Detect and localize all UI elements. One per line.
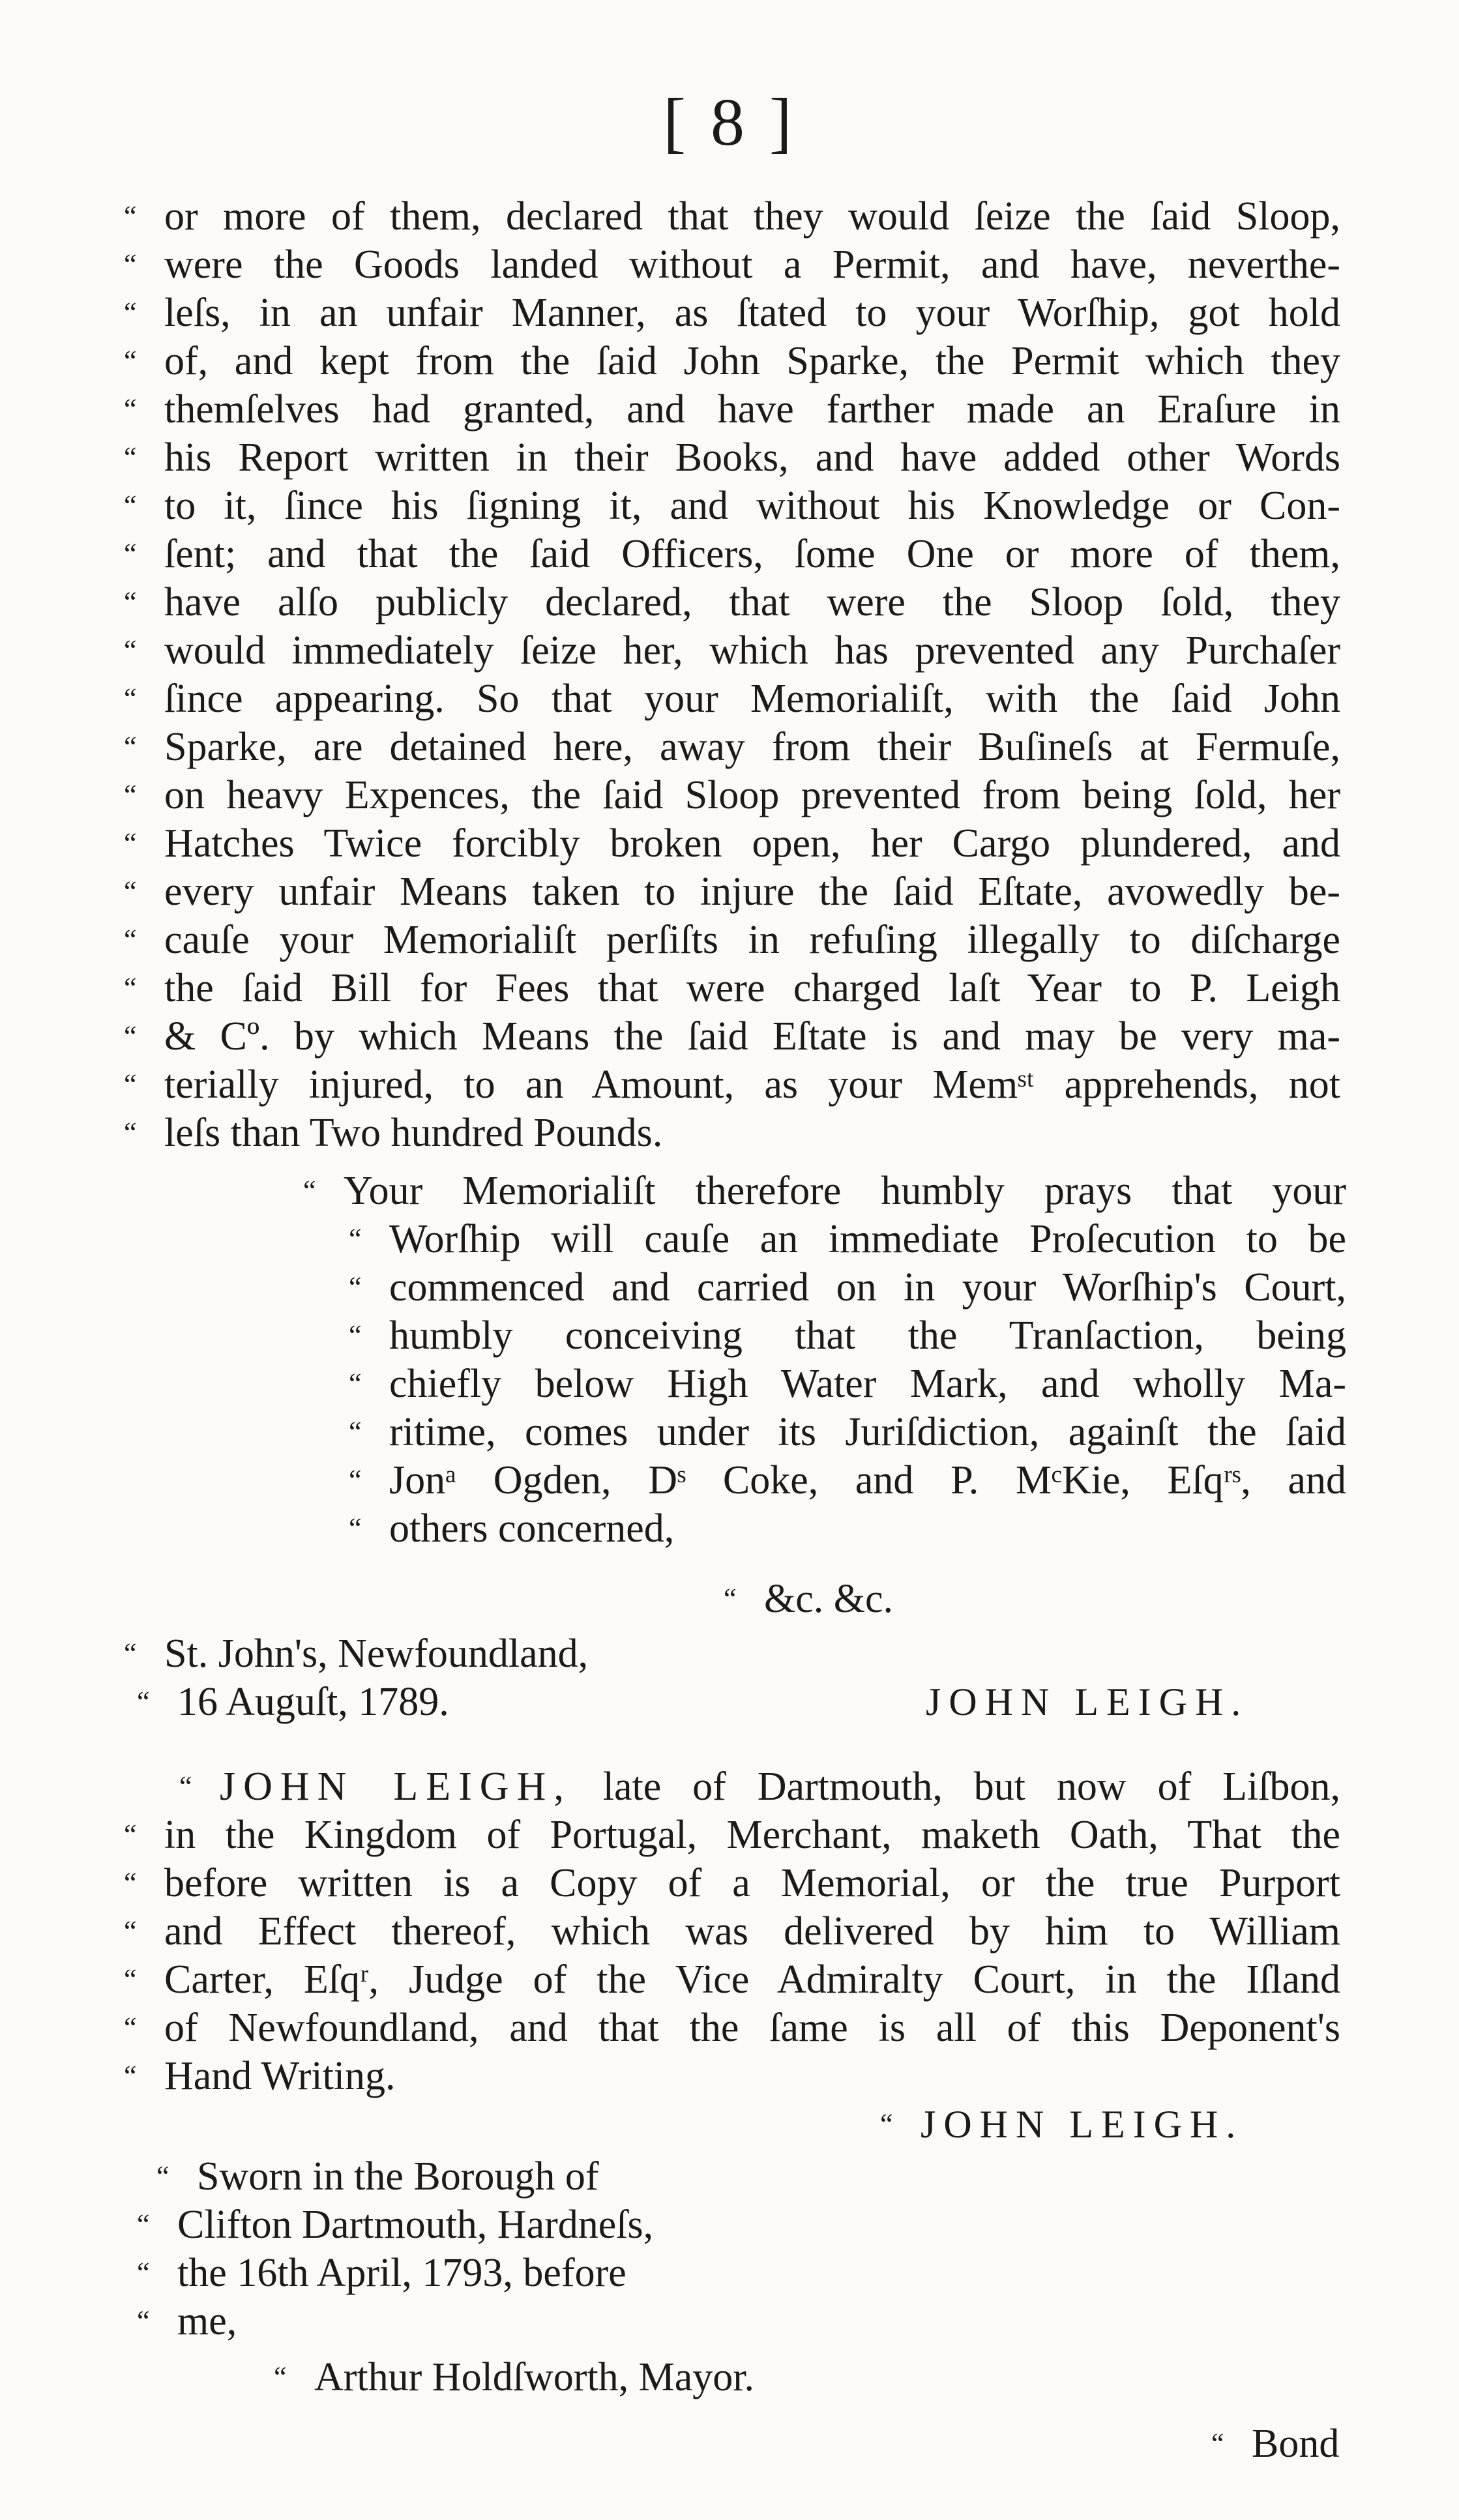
quote-mark: “ [137,2305,150,2337]
text-line: “ cauſe your Memorialiſt perſiſts in refuſing illegally to diſcharge [124,916,1340,964]
text-line: “ humbly conceiving that the Tranſaction, being [349,1311,1346,1360]
text-line: “ were the Goods landed without a Permit, and have, neverthe- [124,241,1340,289]
quote-mark: “ [124,393,137,425]
text-line: “ ſent; and that the ſaid Officers, ſome One or more of them, [124,530,1340,578]
quote-mark: “ [156,2160,169,2192]
quote-mark: “ [349,1368,362,1399]
quote-mark: “ [124,1637,137,1669]
deponent-name: JOHN LEIGH, [220,1765,572,1809]
text-line: “ Carter, Eſqʳ, Judge of the Vice Admiralty Court, in the Iſland [124,1956,1340,2004]
text-line: “ terially injured, to an Amount, as your Memˢᵗ apprehends, not [124,1061,1340,1109]
quote-mark: “ [124,345,137,377]
quote-mark: “ [124,1867,137,1899]
quote-mark: “ [137,1686,150,1718]
text-line: “ of Newfoundland, and that the ſame is all of this Deponent's [124,2004,1340,2052]
text-line: “ chiefly below High Water Mark, and wholly Ma- [349,1360,1346,1408]
quote-mark: “ [274,2361,287,2393]
catchword: “ Bond [1211,2420,1339,2468]
etc-line: “ &c. &c. [724,1575,893,1623]
text-line: “ his Report written in their Books, and have added other Words [124,433,1340,482]
text-line: “ leſs than Two hundred Pounds. [124,1109,662,1157]
quote-mark: “ [724,1583,737,1615]
text-line: “ & Cº. by which Means the ſaid Eſtate is and may be very ma- [124,1012,1340,1061]
text-line: “ ſince appearing. So that your Memorialiſt, with the ſaid John [124,675,1340,723]
quote-mark: “ [124,1117,137,1149]
quote-mark: “ [349,1416,362,1448]
text-line: “ the ſaid Bill for Fees that were charged laſt Year to P. Leigh [124,964,1340,1012]
quote-mark: “ [349,1223,362,1255]
text-line: “ before written is a Copy of a Memorial, or the true Purport [124,1859,1340,1907]
quote-mark: “ [124,875,137,907]
text-line: “ in the Kingdom of Portugal, Merchant, maketh Oath, That the [124,1811,1340,1859]
quote-mark: “ [124,779,137,811]
text-line: “ have alſo publicly declared, that were the Sloop ſold, they [124,578,1340,626]
text-line: “ JOHN LEIGH, late of Dartmouth, but now of Liſbon, [179,1763,1340,1811]
text-line: “ to it, ſince his ſigning it, and without his Knowledge or Con- [124,482,1340,530]
text-line: “ commenced and carried on in your Worſhip's Court, [349,1263,1346,1311]
text-line: “ Hatches Twice forcibly broken open, her Cargo plundered, and [124,819,1340,868]
quote-mark: “ [137,2257,150,2289]
quote-mark: “ [124,586,137,618]
signature: JOHN LEIGH. [926,1680,1249,1723]
text-line: “ leſs, in an unfair Manner, as ſtated to your Worſhip, got hold [124,289,1340,337]
text-line: “ Sparke, are detained here, away from their Buſineſs at Fermuſe, [124,723,1340,771]
text-line: “ ritime, comes under its Juriſdiction, againſt the ſaid [349,1408,1346,1456]
place-line: “ St. John's, Newfoundland, [124,1630,588,1678]
text-line: “ me, [137,2297,237,2345]
quote-mark: “ [124,1963,137,1995]
quote-mark: “ [124,441,137,473]
text-line: “ on heavy Expences, the ſaid Sloop prevented from being ſold, her [124,771,1340,819]
text-line: “ the 16th April, 1793, before [137,2249,626,2297]
quote-mark: “ [124,538,137,570]
quote-mark: “ [880,2108,901,2140]
quote-mark: “ [124,2060,137,2092]
text-line: “ would immediately ſeize her, which has prevented any Purchaſer [124,626,1340,675]
quote-mark: “ [124,682,137,714]
text-line: “ Jonᵃ Ogden, Dˢ Coke, and P. MᶜKie, Eſqʳˢ, and [349,1456,1346,1504]
quote-mark: “ [124,1819,137,1851]
text-line: “ Sworn in the Borough of [156,2152,599,2201]
text-line: “ others concerned, [349,1504,674,1553]
quote-mark: “ [124,924,137,956]
quote-mark: “ [124,1068,137,1100]
quote-mark: “ [124,248,137,280]
quote-mark: “ [124,1915,137,1947]
signature: “ JOHN LEIGH. [880,2100,1243,2148]
quote-mark: “ [124,827,137,859]
quote-mark: “ [124,1020,137,1052]
quote-mark: “ [349,1512,362,1544]
text-line: “ of, and kept from the ſaid John Sparke, the Permit which they [124,337,1340,385]
text-line: “ themſelves had granted, and have farther made an Eraſure in [124,385,1340,433]
text-line: “ every unfair Means taken to injure the ſaid Eſtate, avowedly be- [124,868,1340,916]
quote-mark: “ [124,2012,137,2044]
quote-mark: “ [349,1319,362,1351]
date-line: “ 16 Auguſt, 1789. [137,1678,449,1726]
quote-mark: “ [124,200,137,232]
quote-mark: “ [349,1271,362,1303]
text-line: “ Clifton Dartmouth, Hardneſs, [137,2201,653,2249]
quote-mark: “ [124,634,137,666]
quote-mark: “ [349,1464,362,1496]
text-line: “ Worſhip will cauſe an immediate Proſecution to be [349,1215,1346,1263]
quote-mark: “ [179,1770,192,1802]
quote-mark: “ [124,731,137,763]
quote-mark: “ [124,972,137,1004]
text-line: “ and Effect thereof, which was delivered by him to William [124,1907,1340,1956]
text-line: “ or more of them, declared that they would ſeize the ſaid Sloop, [124,192,1340,241]
mayor-line: “ Arthur Holdſworth, Mayor. [274,2353,754,2401]
quote-mark: “ [124,490,137,521]
quote-mark: “ [303,1175,316,1207]
quote-mark: “ [1211,2427,1224,2459]
text-line: “ Your Memorialiſt therefore humbly prays that your [303,1167,1346,1215]
quote-mark: “ [137,2208,150,2240]
text-line: “ Hand Writing. [124,2052,396,2100]
quote-mark: “ [124,297,137,329]
page-number: [ 8 ] [663,85,796,160]
